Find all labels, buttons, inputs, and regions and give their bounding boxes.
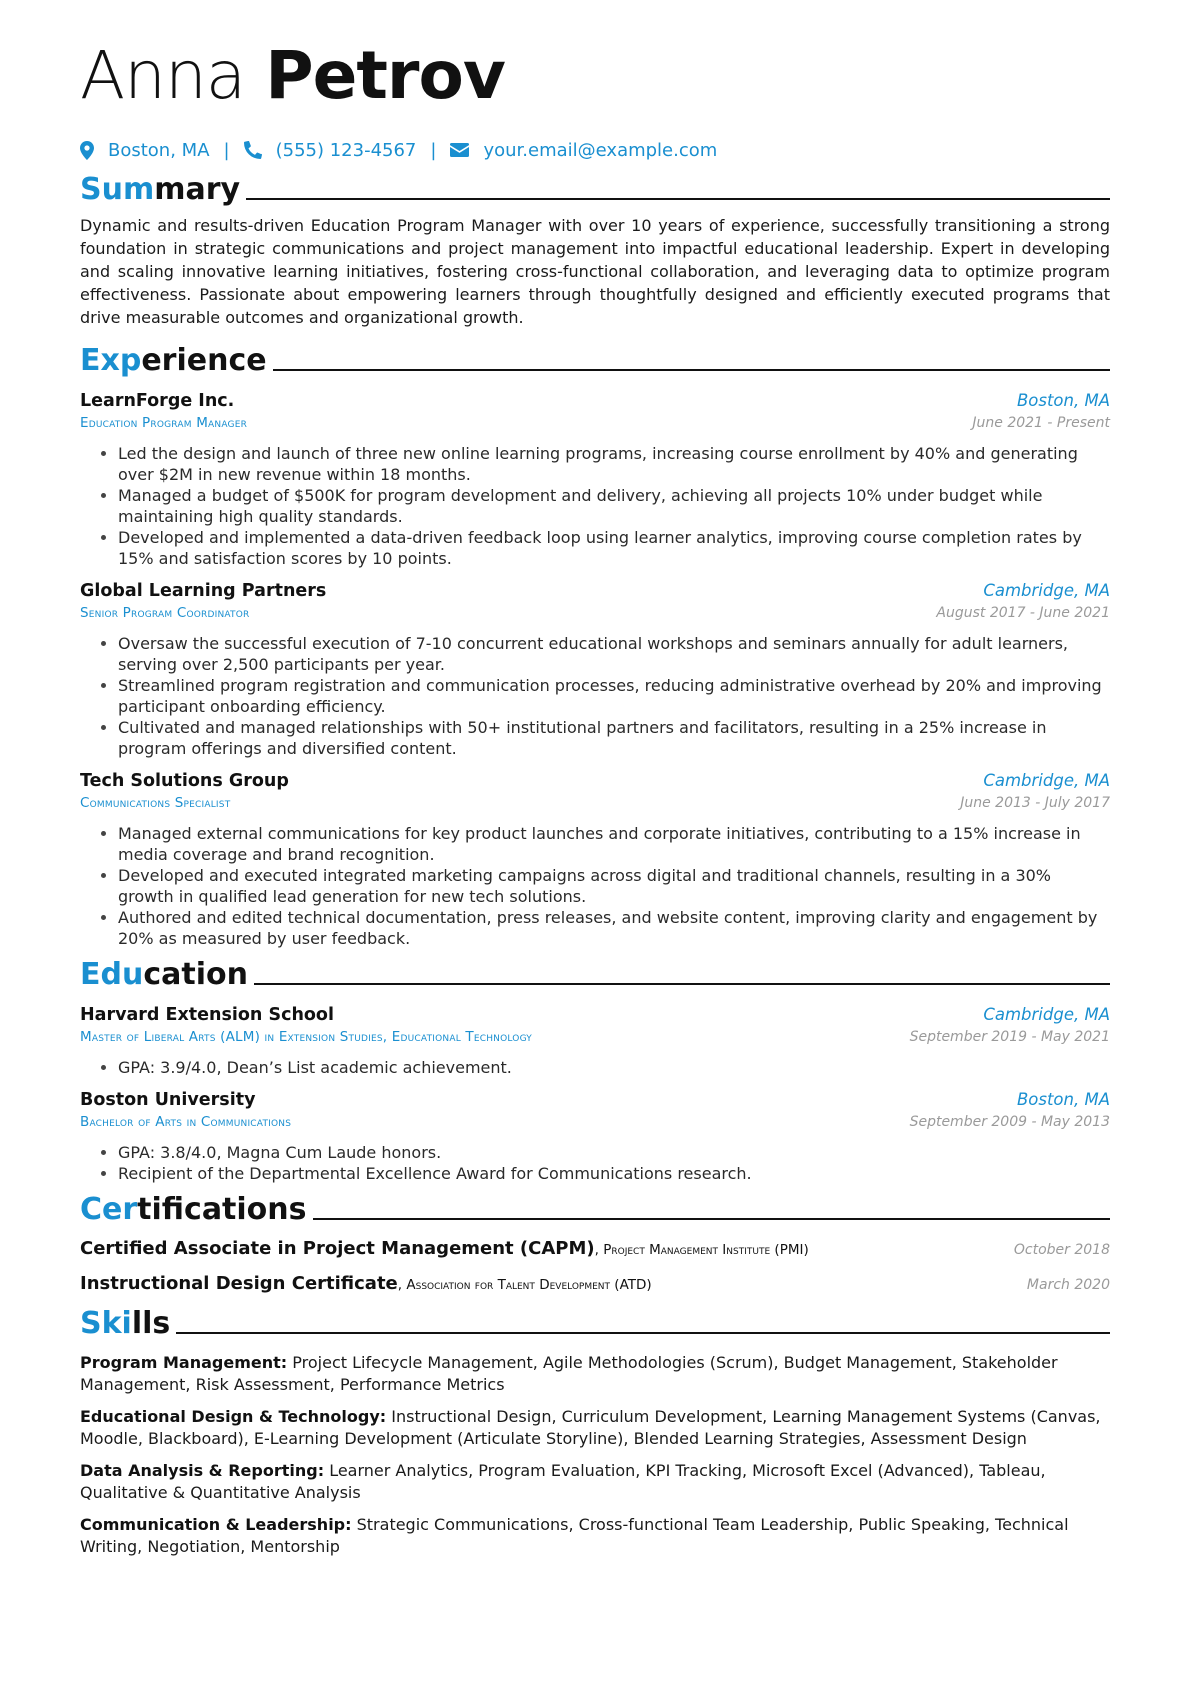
certification-issuer: Project Management Institute (PMI) [603,1242,809,1258]
certifications-heading [80,1192,1110,1228]
bullet-list [80,443,1110,569]
section-rule [273,369,1110,371]
employer-name: Global Learning Partners [80,581,327,601]
skill-category: Program Management: [80,1353,288,1372]
heading-rest: cation [143,957,248,992]
bullet-item: • Developed and implemented a data-driven feedback loop using learner analytics, improving course completion rates by 15% and satisfaction scores by 10 points. [118,527,1110,569]
certification-name: Instructional Design Certificate [80,1273,398,1294]
experience-entry [80,389,1110,569]
certification-date: October 2018 [1013,1242,1110,1258]
entry-dates: June 2013 - July 2017 [960,795,1110,811]
experience-entry [80,579,1110,759]
bullet-item: • Developed and executed integrated marketing campaigns across digital and traditional channels, resulting in a 30% growth in qualified lead generation for new tech solutions. [118,865,1110,907]
entry-location: Boston, MA [1016,391,1110,410]
skill-category: Data Analysis & Reporting: [80,1461,325,1480]
school-name: Boston University [80,1090,256,1110]
bullet-item: • Recipient of the Departmental Excellence Award for Communications research. [118,1163,1110,1184]
skill-list: Learner Analytics, Program Evaluation, KPI Tracking, Microsoft Excel (Advanced), Tableau, Qualitative & Quantitative Analysis [80,1461,1046,1502]
degree-title: Master of Liberal Arts (ALM) in Extension Studies, Educational Technology [80,1029,532,1045]
bullet-list [80,1142,1110,1184]
certification-name: Certified Associate in Project Management (CAPM) [80,1238,595,1259]
heading-accent: Exp [80,343,142,378]
bullet-item: • Streamlined program registration and communication processes, reducing administrative overhead by 20% and improving participant onboarding efficiency. [118,675,1110,717]
education-entry [80,1088,1110,1184]
entry-dates: June 2021 - Present [972,415,1110,431]
email-text: your.email@example.com [483,139,718,161]
bullet-list [80,823,1110,949]
heading-rest: erience [141,343,267,378]
heading-accent: Cer [80,1192,138,1227]
heading-rest: lls [131,1306,171,1341]
bullet-item: • Authored and edited technical documentation, press releases, and website content, improving clarity and engagement by 20% as measured by user feedback. [118,907,1110,949]
skill-group [80,1406,1110,1450]
section-rule [313,1218,1110,1220]
candidate-name [80,36,1110,116]
entry-location: Cambridge, MA [983,771,1110,790]
entry-location: Boston, MA [1016,1090,1110,1109]
summary-text: Dynamic and results-driven Education Program Manager with over 10 years of experience, successfully transitioning a strong foundation in strategic communications and project management into impactful educational leadership. Expert in developing and scaling innovative learning initiatives, fostering cross-functional collaboration, and leveraging data to optimize program effectiveness. Passionate about empowering learners through thoughtfully designed and efficiently executed programs that drive measurable outcomes and organizational growth. [80,216,1110,327]
contact-bar [80,136,1110,164]
job-title: Education Program Manager [80,415,248,431]
last-name: Petrov [265,37,505,114]
first-name: Anna [80,37,246,114]
envelope-icon [450,143,469,157]
heading-rest: mary [154,172,241,207]
bullet-list [80,1057,1110,1078]
certification-item: Instructional Design Certificate, Association for Talent Development (ATD) March 2020 [80,1271,1110,1298]
entry-dates: August 2017 - June 2021 [936,605,1110,621]
degree-title: Bachelor of Arts in Communications [80,1114,292,1130]
job-title: Communications Specialist [80,795,231,811]
skill-category: Communication & Leadership: [80,1515,352,1534]
section-rule [176,1332,1110,1334]
bullet-item: • Managed external communications for key product launches and corporate initiatives, contributing to a 15% increase in media coverage and brand recognition. [118,823,1110,865]
entry-dates: September 2009 - May 2013 [909,1114,1110,1130]
skill-list: Project Lifecycle Management, Agile Methodologies (Scrum), Budget Management, Stakeholder Management, Risk Assessment, Performance Metrics [80,1353,1058,1394]
contact-location [80,140,210,161]
heading-rest: tifications [137,1192,307,1227]
bullet-item: • GPA: 3.9/4.0, Dean’s List academic achievement. [118,1057,1110,1078]
experience-entry [80,769,1110,949]
phone-icon [244,141,262,159]
section-rule [254,983,1110,985]
bullet-item: • GPA: 3.8/4.0, Magna Cum Laude honors. [118,1142,1110,1163]
education-entry [80,1003,1110,1078]
skill-category: Educational Design & Technology: [80,1407,387,1426]
contact-email[interactable] [450,140,717,161]
entry-dates: September 2019 - May 2021 [909,1029,1110,1045]
location-text: Boston, MA [108,139,210,161]
map-marker-icon [80,141,94,160]
phone-text: (555) 123-4567 [275,139,417,161]
school-name: Harvard Extension School [80,1005,334,1025]
entry-location: Cambridge, MA [983,581,1110,600]
certification-date: March 2020 [1026,1277,1110,1293]
certification-issuer: Association for Talent Development (ATD) [406,1277,652,1293]
heading-accent: Sum [80,172,155,207]
skill-group [80,1352,1110,1396]
education-heading [80,957,1110,993]
skills-heading [80,1306,1110,1342]
bullet-item: • Oversaw the successful execution of 7-10 concurrent educational workshops and seminars annually for adult learners, serving over 2,500 participants per year. [118,633,1110,675]
contact-separator: | [223,139,230,161]
skill-list: Instructional Design, Curriculum Development, Learning Management Systems (Canvas, Moodle, Blackboard), E-Learning Development (Articulate Storyline), Blended Learning Strategies, Assessment Design [80,1407,1101,1448]
section-rule [246,198,1110,200]
bullet-item: • Managed a budget of $500K for program development and delivery, achieving all projects 10% under budget while maintaining high quality standards. [118,485,1110,527]
contact-separator: | [430,139,437,161]
bullet-item: • Led the design and launch of three new online learning programs, increasing course enrollment by 40% and generating over $2M in new revenue within 18 months. [118,443,1110,485]
skill-list: Strategic Communications, Cross-functional Team Leadership, Public Speaking, Technical Writing, Negotiation, Mentorship [80,1515,1069,1556]
entry-location: Cambridge, MA [983,1005,1110,1024]
summary-heading [80,172,1110,208]
bullet-item: • Cultivated and managed relationships with 50+ institutional partners and facilitators, resulting in a 25% increase in program offerings and diversified content. [118,717,1110,759]
skill-group [80,1460,1110,1504]
experience-heading [80,343,1110,379]
heading-accent: Ski [80,1306,132,1341]
employer-name: Tech Solutions Group [80,771,289,791]
contact-phone[interactable] [244,140,417,161]
skill-group [80,1514,1110,1558]
certification-item: Certified Associate in Project Management (CAPM), Project Management Institute (PMI) October 2018 [80,1236,1110,1263]
job-title: Senior Program Coordinator [80,605,250,621]
heading-accent: Edu [80,957,144,992]
bullet-list [80,633,1110,759]
employer-name: LearnForge Inc. [80,391,235,411]
